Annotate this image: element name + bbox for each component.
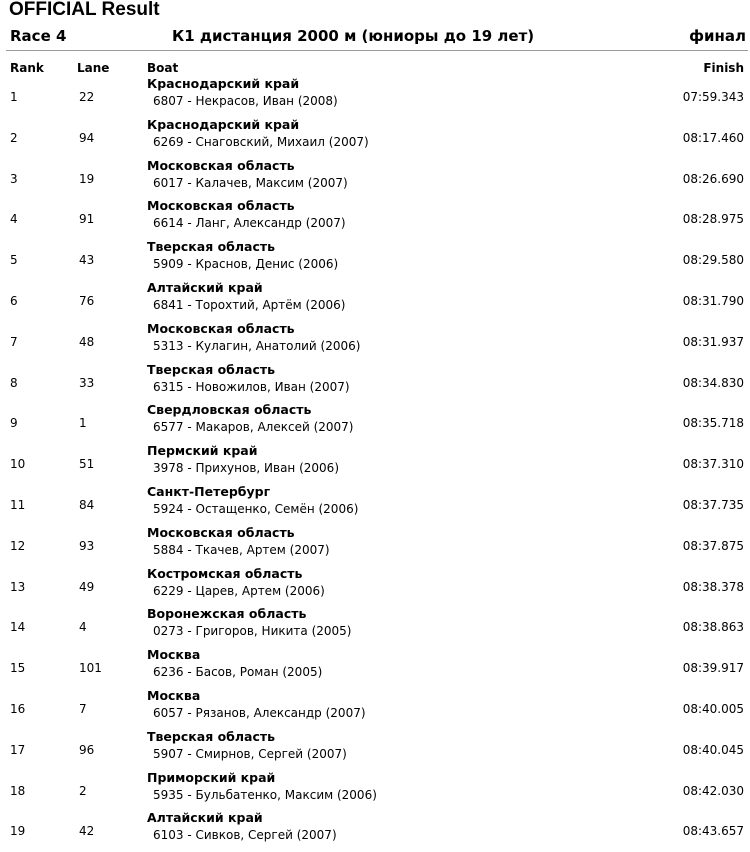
- finish-time: 08:31.937: [682, 334, 744, 349]
- race-name: К1 дистанция 2000 м (юниоры до 19 лет): [172, 27, 535, 45]
- lane-cell: 22: [79, 90, 95, 104]
- rank-cell: 13: [10, 579, 26, 594]
- rank-cell: 6: [10, 293, 18, 308]
- rank-cell: 11: [10, 497, 26, 512]
- finish-time: 08:43.657: [682, 824, 744, 839]
- team-name: Московская область: [147, 157, 295, 173]
- rank-cell: 19: [10, 824, 26, 839]
- team-name: Московская область: [147, 320, 295, 336]
- table-row: [6, 442, 748, 483]
- athlete-name: 5924 - Остащенко, Семён (2006): [153, 501, 359, 516]
- page-title: OFFICIAL Result: [9, 0, 160, 20]
- finish-time: 08:38.378: [682, 579, 744, 594]
- finish-time: 08:37.310: [682, 457, 744, 472]
- table-row: [6, 197, 748, 238]
- table-row: [6, 116, 748, 157]
- lane-cell: 94: [79, 130, 95, 145]
- team-name: Воронежская область: [147, 606, 307, 622]
- results-table-body: [6, 75, 748, 850]
- rank-cell: 9: [10, 416, 18, 431]
- rank-cell: 4: [10, 212, 18, 227]
- lane-cell: 91: [79, 212, 95, 227]
- rank-cell: 1: [10, 90, 18, 104]
- rank-cell: 2: [10, 130, 18, 145]
- rank-cell: 14: [10, 620, 26, 635]
- lane-cell: 19: [79, 171, 95, 186]
- athlete-name: 6315 - Новожилов, Иван (2007): [153, 379, 350, 394]
- team-name: Тверская область: [147, 239, 276, 255]
- rank-cell: 18: [10, 783, 26, 798]
- finish-time: 08:40.045: [682, 742, 744, 757]
- finish-time: 08:17.460: [682, 130, 744, 145]
- lane-cell: 2: [79, 783, 87, 798]
- rank-cell: 15: [10, 661, 26, 676]
- lane-cell: 42: [79, 824, 95, 839]
- team-name: Костромская область: [147, 565, 303, 581]
- rank-cell: 10: [10, 457, 26, 472]
- finish-time: 08:31.790: [682, 293, 744, 308]
- finish-time: 08:37.875: [682, 538, 744, 553]
- lane-cell: 51: [79, 457, 95, 472]
- rank-cell: 7: [10, 334, 18, 349]
- athlete-name: 6236 - Басов, Роман (2005): [153, 665, 323, 680]
- athlete-name: 6841 - Торохтий, Артём (2006): [153, 297, 346, 312]
- table-row: [6, 483, 748, 524]
- column-header-rank: Rank: [10, 61, 44, 75]
- table-row: [6, 401, 748, 442]
- team-name: Санкт-Петербург: [147, 483, 271, 499]
- lane-cell: 48: [79, 334, 95, 349]
- team-name: Алтайский край: [147, 279, 263, 295]
- results-table-header: [6, 51, 748, 75]
- rank-cell: 8: [10, 375, 18, 390]
- athlete-name: 6057 - Рязанов, Александр (2007): [153, 705, 366, 720]
- race-stage: финал: [689, 27, 746, 45]
- race-number: Race 4: [10, 27, 67, 45]
- lane-cell: 33: [79, 375, 95, 390]
- team-name: Пермский край: [147, 443, 258, 459]
- finish-time: 08:35.718: [682, 416, 744, 431]
- table-row: [6, 646, 748, 687]
- team-name: Московская область: [147, 524, 295, 540]
- race-header: [6, 20, 748, 51]
- lane-cell: 43: [79, 253, 95, 268]
- column-header-boat: Boat: [147, 61, 179, 75]
- table-row: [6, 157, 748, 198]
- team-name: Москва: [147, 687, 201, 703]
- team-name: Свердловская область: [147, 402, 312, 418]
- athlete-name: 5907 - Смирнов, Сергей (2007): [153, 746, 347, 761]
- lane-cell: 7: [79, 701, 87, 716]
- team-name: Приморский край: [147, 769, 276, 785]
- results-page: [6, 0, 748, 850]
- lane-cell: 84: [79, 497, 95, 512]
- athlete-name: 5909 - Краснов, Денис (2006): [153, 257, 339, 272]
- rank-cell: 17: [10, 742, 26, 757]
- team-name: Краснодарский край: [147, 76, 300, 91]
- athlete-name: 6269 - Снаговский, Михаил (2007): [153, 134, 369, 149]
- lane-cell: 101: [79, 661, 102, 676]
- athlete-name: 0273 - Григоров, Никита (2005): [153, 624, 352, 639]
- table-row: [6, 565, 748, 606]
- table-row: [6, 361, 748, 402]
- athlete-name: 6614 - Ланг, Александр (2007): [153, 216, 346, 231]
- athlete-name: 6229 - Царев, Артем (2006): [153, 583, 325, 598]
- team-name: Тверская область: [147, 728, 276, 744]
- rank-cell: 5: [10, 253, 18, 268]
- team-name: Краснодарский край: [147, 116, 300, 132]
- finish-time: 08:40.005: [682, 701, 744, 716]
- column-header-lane: Lane: [77, 61, 110, 75]
- lane-cell: 4: [79, 620, 87, 635]
- table-row: [6, 279, 748, 320]
- rank-cell: 16: [10, 701, 26, 716]
- finish-time: 08:26.690: [682, 171, 744, 186]
- athlete-name: 6017 - Калачев, Максим (2007): [153, 175, 348, 190]
- athlete-name: 5884 - Ткачев, Артем (2007): [153, 542, 330, 557]
- table-row: [6, 769, 748, 810]
- rank-cell: 12: [10, 538, 26, 553]
- table-row: [6, 687, 748, 728]
- table-row: [6, 320, 748, 361]
- finish-time: 08:42.030: [682, 783, 744, 798]
- finish-time: 07:59.343: [682, 90, 744, 104]
- athlete-name: 6807 - Некрасов, Иван (2008): [153, 94, 338, 108]
- table-row: [6, 809, 748, 850]
- athlete-name: 3978 - Прихунов, Иван (2006): [153, 461, 339, 476]
- athlete-name: 5313 - Кулагин, Анатолий (2006): [153, 338, 361, 353]
- table-row: [6, 524, 748, 565]
- lane-cell: 49: [79, 579, 95, 594]
- finish-time: 08:39.917: [682, 661, 744, 676]
- table-row: [6, 75, 748, 116]
- rank-cell: 3: [10, 171, 18, 186]
- lane-cell: 96: [79, 742, 95, 757]
- finish-time: 08:37.735: [682, 497, 744, 512]
- lane-cell: 1: [79, 416, 87, 431]
- finish-time: 08:38.863: [682, 620, 744, 635]
- finish-time: 08:29.580: [682, 253, 744, 268]
- team-name: Тверская область: [147, 361, 276, 377]
- team-name: Московская область: [147, 198, 295, 214]
- table-row: [6, 238, 748, 279]
- athlete-name: 5935 - Бульбатенко, Максим (2006): [153, 787, 377, 802]
- table-row: [6, 605, 748, 646]
- lane-cell: 93: [79, 538, 95, 553]
- finish-time: 08:34.830: [682, 375, 744, 390]
- athlete-name: 6103 - Сивков, Сергей (2007): [153, 828, 337, 843]
- team-name: Москва: [147, 647, 201, 663]
- table-row: [6, 728, 748, 769]
- team-name: Алтайский край: [147, 810, 263, 826]
- athlete-name: 6577 - Макаров, Алексей (2007): [153, 420, 354, 435]
- finish-time: 08:28.975: [682, 212, 744, 227]
- column-header-finish: Finish: [703, 61, 744, 75]
- lane-cell: 76: [79, 293, 95, 308]
